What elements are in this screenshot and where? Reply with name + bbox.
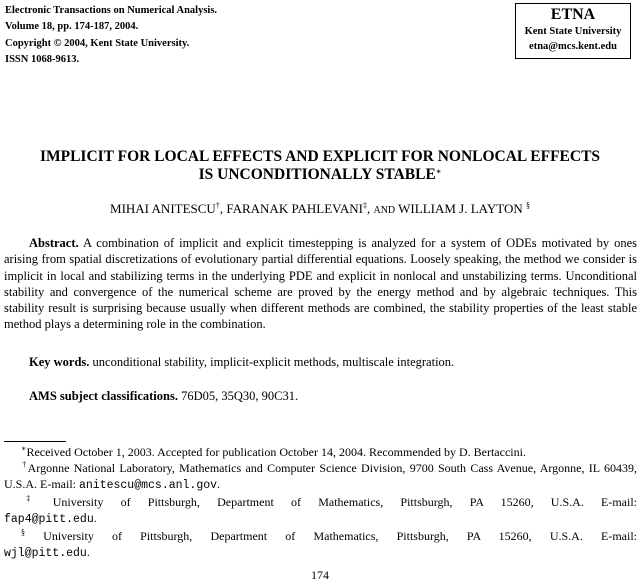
footnote-2-email[interactable]: anitescu@mcs.anl.gov bbox=[79, 479, 218, 492]
footnote-4-mark: § bbox=[21, 528, 25, 537]
footnote-1-mark: ∗ bbox=[21, 444, 27, 453]
journal-issn: ISSN 1068-9613. bbox=[5, 54, 80, 66]
footnote-3-email[interactable]: fap4@pitt.edu bbox=[4, 513, 94, 526]
footnote-divider bbox=[4, 441, 66, 442]
journal-volume: Volume 18, pp. 174-187, 2004. bbox=[5, 21, 139, 33]
paper-title bbox=[0, 148, 640, 184]
etna-box bbox=[515, 3, 631, 59]
etna-email: etna@mcs.kent.edu bbox=[529, 41, 617, 52]
title-line-2-text: IS UNCONDITIONALLY STABLE bbox=[198, 166, 436, 183]
footnote-2-mark: † bbox=[21, 460, 28, 469]
footnote-argonne: †Argonne National Laboratory, Mathematics and Computer Science Division, 9700 South Cass Avenue, Argonne, IL 60439, U.S.A. E-mail: anitescu@mcs.anl.gov. bbox=[4, 460, 637, 492]
footnote-1-text: Received October 1, 2003. Accepted for publication October 14, 2004. Recommended by D. Bertaccini. bbox=[26, 445, 526, 459]
footnotes bbox=[4, 444, 637, 562]
keywords-text: unconditional stability, implicit-explicit methods, multiscale integration. bbox=[92, 355, 455, 369]
abstract-label: Abstract. bbox=[29, 236, 79, 250]
abstract-text: A combination of implicit and explicit timestepping is analyzed for a system of ODEs motivated by ones arising from spatial discretizations of evolutionary partial differential equations. Loosely speaking, the method we consider is implicit in local and stabilizing terms in the underlying PDE and explicit in nonlocal and unstabilizing terms. Unconditional stability and convergence of the numerical scheme are proved by the energy method and by algebraic techniques. This stability result is surprising because usually when different methods are combined, the stability properties of the least stable method plays a determining role in the combination. bbox=[4, 236, 638, 332]
journal-info bbox=[5, 3, 217, 69]
author-1: MIHAI ANITESCU bbox=[110, 201, 216, 216]
footnote-received bbox=[4, 444, 637, 460]
author-2: FARANAK PAHLEVANI bbox=[226, 201, 363, 216]
page-number: 174 bbox=[311, 568, 329, 582]
journal-name: Electronic Transactions on Numerical Analysis. bbox=[5, 5, 218, 16]
keywords bbox=[29, 355, 454, 370]
footnote-4-email[interactable]: wjl@pitt.edu bbox=[4, 547, 87, 560]
etna-university: Kent State University bbox=[524, 26, 622, 37]
etna-title: ETNA bbox=[550, 6, 596, 23]
authors-and: AND bbox=[373, 205, 396, 216]
keywords-label: Key words. bbox=[29, 355, 90, 369]
footnote-2-text: Argonne National Laboratory, Mathematics and Computer Science Division, 9700 South Cass Avenue, Argonne, IL 60439, U.S.A. E-mail: bbox=[4, 461, 637, 491]
title-line-1: IMPLICIT FOR LOCAL EFFECTS AND EXPLICIT FOR NONLOCAL EFFECTS bbox=[39, 148, 601, 165]
ams-label: AMS subject classifications. bbox=[29, 389, 178, 403]
title-footnote-mark: ∗ bbox=[435, 167, 442, 176]
journal-copyright: Copyright © 2004, Kent State University. bbox=[5, 37, 190, 49]
footnote-pittsburgh-2: § University of Pittsburgh, Department of Mathematics, Pittsburgh, PA 15260, U.S.A. E-mail: wjl@pitt.edu. bbox=[4, 528, 637, 560]
footnote-pittsburgh-1: ‡ University of Pittsburgh, Department of Mathematics, Pittsburgh, PA 15260, U.S.A. E-mail: fap4@pitt.edu. bbox=[4, 494, 638, 526]
author-3: WILLIAM J. LAYTON bbox=[398, 201, 523, 216]
ams-text: 76D05, 35Q30, 90C31. bbox=[181, 389, 299, 403]
ams-classifications bbox=[29, 389, 298, 404]
footnote-4-text: University of Pittsburgh, Department of Mathematics, Pittsburgh, PA 15260, U.S.A. E-mail: bbox=[43, 529, 637, 543]
abstract bbox=[4, 235, 637, 333]
author-1-mark: † bbox=[215, 201, 220, 210]
footnote-3-text: University of Pittsburgh, Department of Mathematics, Pittsburgh, PA 15260, U.S.A. E-mail: bbox=[52, 495, 638, 509]
title-line-2 bbox=[0, 166, 640, 184]
authors: MIHAI ANITESCU†, FARANAK PAHLEVANI‡, AND WILLIAM J. LAYTON § bbox=[110, 201, 530, 216]
author-2-mark: ‡ bbox=[362, 201, 367, 210]
footnote-3-mark: ‡ bbox=[21, 494, 36, 503]
author-3-mark: § bbox=[525, 201, 530, 210]
